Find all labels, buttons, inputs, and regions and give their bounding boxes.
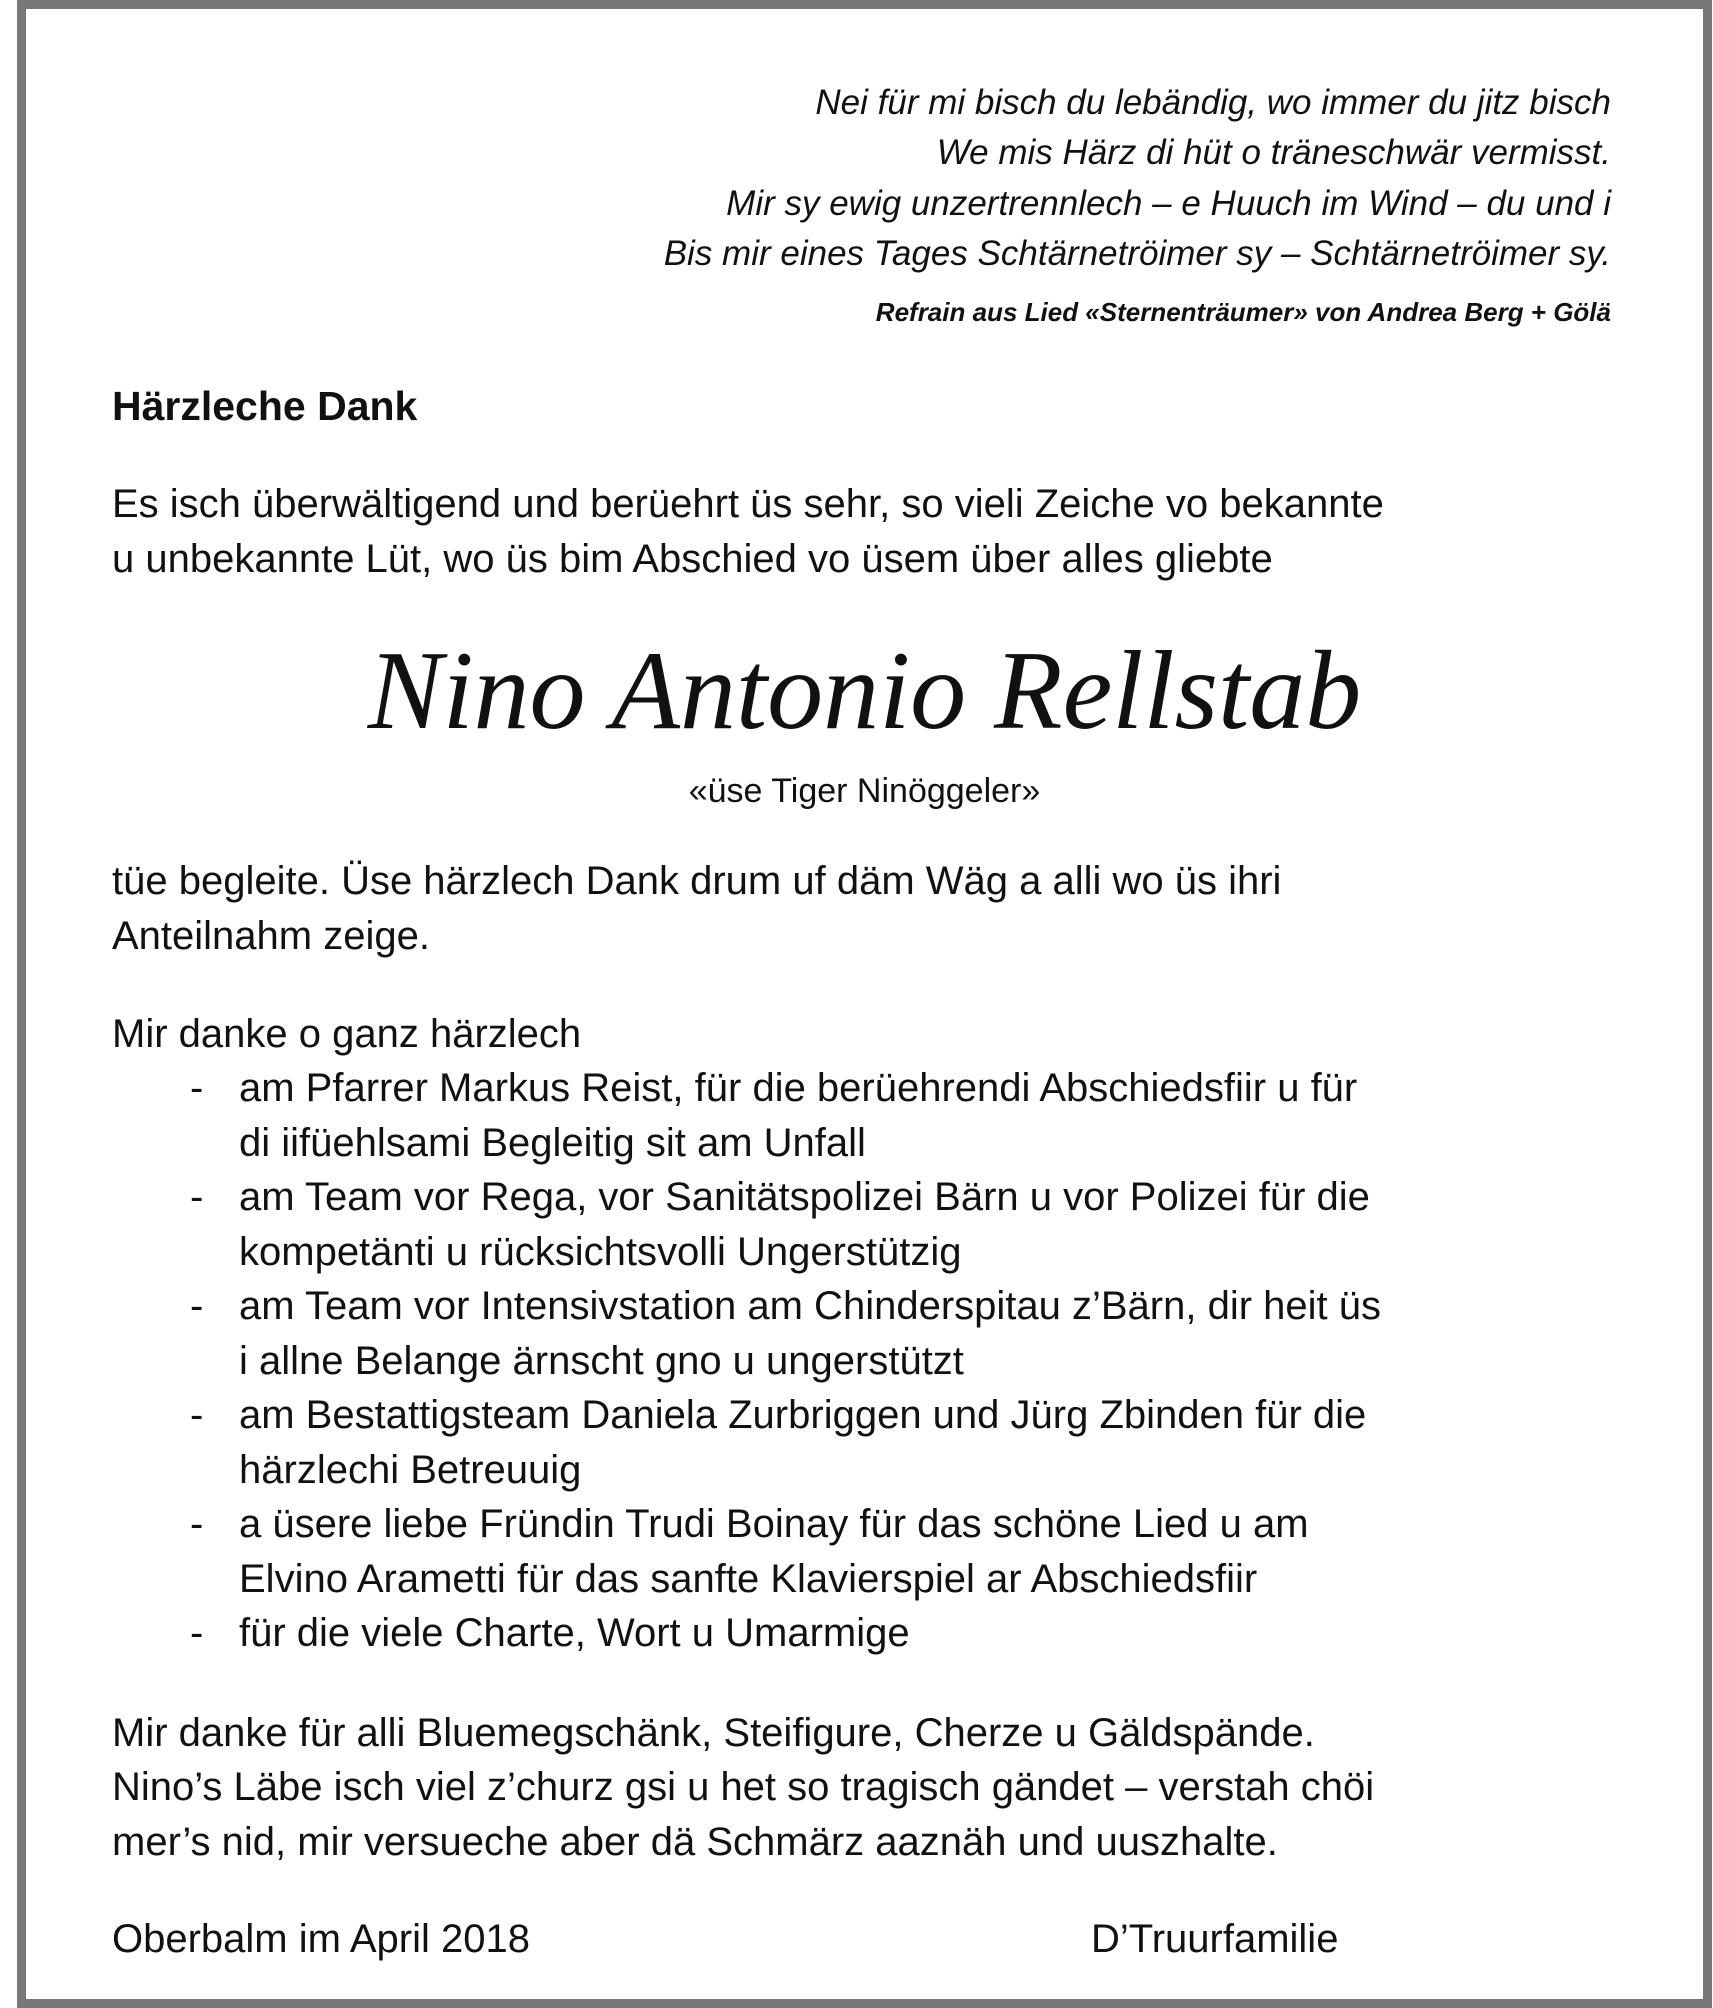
thanks-intro: Mir danke o ganz härzlech: [112, 1012, 582, 1056]
closing-line: Nino’s Läbe isch viel z’churz gsi u het so tragisch gändet – verstah chöi: [112, 1765, 1375, 1809]
list-dash: -: [190, 1393, 204, 1437]
list-item: härzlechi Betreuuig: [239, 1448, 582, 1492]
signature: D’Truurfamilie: [1091, 1917, 1339, 1961]
list-dash: -: [190, 1175, 204, 1219]
list-item: i allne Belange ärnscht gno u ungerstützt: [239, 1339, 964, 1383]
body-line: Anteilnahm zeige.: [112, 914, 430, 958]
list-dash: -: [190, 1066, 204, 1110]
nickname: «üse Tiger Ninöggeler»: [688, 772, 1041, 810]
list-item: am Bestattigsteam Daniela Zurbriggen und Jürg Zbinden für die: [239, 1393, 1367, 1437]
list-item: di iifüehlsami Begleitig sit am Unfall: [239, 1121, 866, 1165]
poem-line: We mis Härz di hüt o träneschwär vermisst.: [936, 133, 1611, 172]
poem-line: Bis mir eines Tages Schtärnetröimer sy – Schtärnetröimer sy.: [663, 234, 1611, 273]
closing-line: Mir danke für alli Bluemegschänk, Steifigure, Cherze u Gäldspände.: [112, 1711, 1315, 1755]
poem-line: Mir sy ewig unzertrennlech – e Huuch im Wind – du und i: [726, 184, 1611, 223]
list-item: a üsere liebe Fründin Trudi Boinay für das schöne Lied u am: [239, 1502, 1309, 1546]
poem-attribution: Refrain aus Lied «Sternenträumer» von Andrea Berg + Gölä: [875, 297, 1611, 327]
poem-line: Nei für mi bisch du lebändig, wo immer du jitz bisch: [815, 83, 1611, 122]
intro-line: u unbekannte Lüt, wo üs bim Abschied vo üsem über alles gliebte: [112, 537, 1273, 581]
list-item: Elvino Arametti für das sanfte Klavierspiel ar Abschiedsfiir: [239, 1557, 1258, 1601]
body-line: tüe begleite. Üse härzlech Dank drum uf däm Wäg a alli wo üs ihri: [112, 859, 1282, 903]
list-item: am Team vor Rega, vor Sanitätspolizei Bärn u vor Polizei für die: [239, 1175, 1370, 1219]
list-item: am Team vor Intensivstation am Chinderspitau z’Bärn, dir heit üs: [239, 1284, 1382, 1328]
list-item: am Pfarrer Markus Reist, für die berüehrendi Abschiedsfiir u für: [239, 1066, 1358, 1110]
intro-line: Es isch überwältigend und berüehrt üs sehr, so vieli Zeiche vo bekannte: [112, 482, 1384, 526]
notice-frame: [17, 0, 1712, 2008]
deceased-name: Nino Antonio Rellstab: [367, 629, 1362, 753]
list-dash: -: [190, 1611, 204, 1655]
list-dash: -: [190, 1502, 204, 1546]
list-item: kompetänti u rücksichtsvolli Ungerstützig: [239, 1230, 962, 1274]
list-dash: -: [190, 1284, 204, 1328]
list-item: für die viele Charte, Wort u Umarmige: [239, 1611, 910, 1655]
closing-line: mer’s nid, mir versueche aber dä Schmärz aaznäh und uuszhalte.: [112, 1820, 1278, 1864]
heading: Härzleche Dank: [112, 383, 418, 429]
place-date: Oberbalm im April 2018: [112, 1917, 530, 1961]
